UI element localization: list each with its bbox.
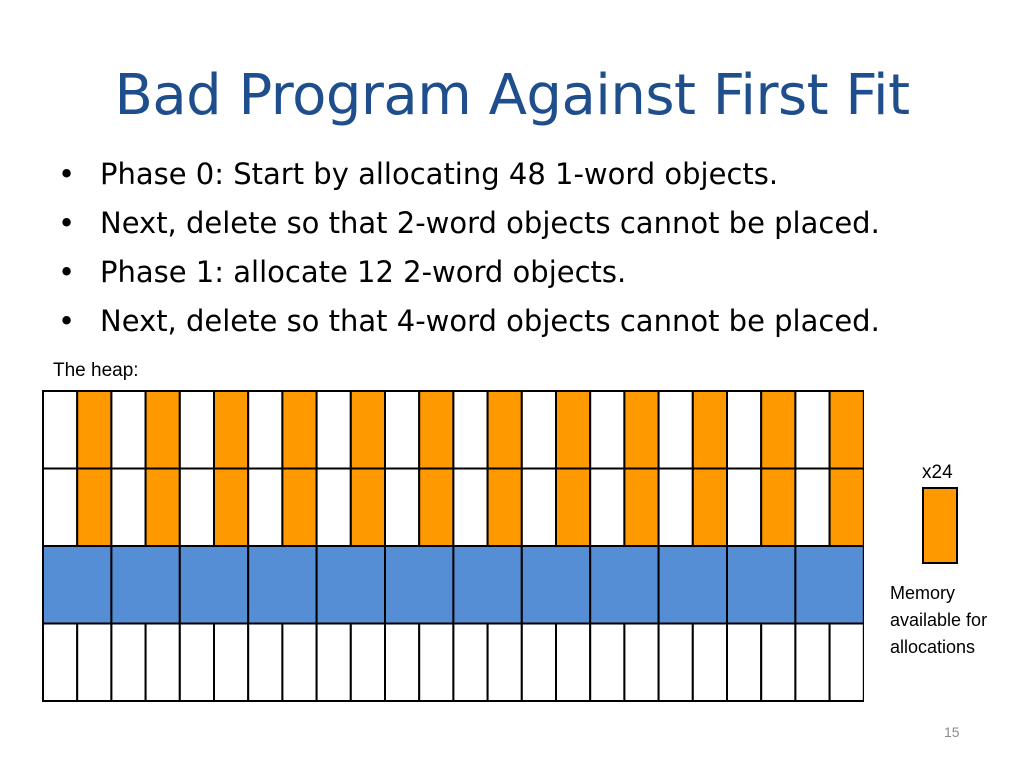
heap-block-2word (659, 546, 727, 624)
heap-cell-free (761, 624, 795, 702)
bullet-dot: • (58, 157, 76, 191)
heap-cell-free (727, 391, 761, 469)
heap-cell-free (659, 391, 693, 469)
heap-block-2word (111, 546, 179, 624)
bullet-list (58, 150, 880, 346)
heap-cell-free (248, 469, 282, 547)
legend-block (922, 487, 958, 564)
page-number: 15 (944, 724, 960, 740)
heap-block-2word (590, 546, 658, 624)
heap-cell-free (795, 624, 829, 702)
legend-line: available for (890, 610, 988, 630)
bullet-text: Phase 1: allocate 12 2-word objects. (100, 255, 627, 289)
heap-cell-allocated (761, 469, 795, 547)
heap-block-2word (727, 546, 795, 624)
heap-cell-free (453, 624, 487, 702)
bullet-text: Phase 0: Start by allocating 48 1-word objects. (100, 157, 779, 191)
legend-line: allocations (890, 637, 976, 657)
heap-cell-free (727, 624, 761, 702)
bullet-item (58, 199, 880, 248)
heap-cell-free (419, 624, 453, 702)
heap-block-2word (453, 546, 521, 624)
heap-cell-free (77, 624, 111, 702)
heap-cell-free (248, 391, 282, 469)
heap-cell-free (43, 624, 77, 702)
heap-cell-free (111, 624, 145, 702)
legend-line: Memory (890, 583, 956, 603)
bullet-dot: • (58, 206, 76, 240)
heap-cell-free (795, 469, 829, 547)
heap-cell-free (317, 624, 351, 702)
heap-cell-free (590, 469, 624, 547)
heap-cell-free (522, 469, 556, 547)
heap-cell-free (111, 391, 145, 469)
heap-cell-allocated (624, 391, 658, 469)
heap-cell-allocated (282, 469, 316, 547)
bullet-text: Next, delete so that 4-word objects cannot be placed. (100, 304, 880, 338)
heap-cell-free (590, 624, 624, 702)
heap-cell-allocated (351, 469, 385, 547)
heap-cell-allocated (146, 391, 180, 469)
heap-cell-free (351, 624, 385, 702)
heap-cell-free (317, 391, 351, 469)
heap-label: The heap: (53, 360, 139, 381)
heap-cell-allocated (419, 391, 453, 469)
heap-cell-free (556, 624, 590, 702)
heap-block-2word (385, 546, 453, 624)
heap-block-2word (522, 546, 590, 624)
heap-cell-allocated (761, 391, 795, 469)
bullet-text: Next, delete so that 2-word objects cannot be placed. (100, 206, 880, 240)
heap-cell-free (590, 391, 624, 469)
bullet-item (58, 248, 880, 297)
heap-cell-allocated (556, 391, 590, 469)
heap-diagram (42, 390, 864, 702)
slide-title: Bad Program Against First Fit (114, 63, 910, 128)
heap-cell-allocated (488, 469, 522, 547)
heap-cell-free (111, 469, 145, 547)
bullet-dot: • (58, 255, 76, 289)
heap-cell-free (214, 624, 248, 702)
heap-cell-allocated (830, 391, 864, 469)
heap-cell-free (180, 624, 214, 702)
heap-cell-free (43, 391, 77, 469)
heap-cell-allocated (77, 469, 111, 547)
heap-cell-allocated (693, 391, 727, 469)
legend-text (890, 580, 1020, 661)
heap-cell-free (180, 391, 214, 469)
heap-cell-free (248, 624, 282, 702)
heap-block-2word (317, 546, 385, 624)
legend-count: x24 (922, 462, 953, 483)
bullet-item (58, 150, 880, 199)
heap-cell-allocated (214, 391, 248, 469)
heap-cell-free (385, 391, 419, 469)
heap-cell-free (659, 469, 693, 547)
heap-cell-allocated (488, 391, 522, 469)
heap-cell-free (795, 391, 829, 469)
heap-cell-allocated (282, 391, 316, 469)
heap-block-2word (43, 546, 111, 624)
heap-block-2word (795, 546, 863, 624)
bullet-item (58, 297, 880, 346)
heap-cell-free (727, 469, 761, 547)
heap-cell-free (385, 624, 419, 702)
heap-cell-free (624, 624, 658, 702)
heap-block-2word (180, 546, 248, 624)
heap-cell-free (488, 624, 522, 702)
heap-cell-allocated (351, 391, 385, 469)
heap-cell-free (453, 469, 487, 547)
heap-cell-free (830, 624, 864, 702)
heap-cell-free (522, 391, 556, 469)
heap-cell-allocated (693, 469, 727, 547)
heap-cell-allocated (419, 469, 453, 547)
heap-cell-free (693, 624, 727, 702)
heap-cell-free (180, 469, 214, 547)
heap-cell-free (317, 469, 351, 547)
heap-cell-allocated (146, 469, 180, 547)
heap-cell-free (385, 469, 419, 547)
heap-cell-free (522, 624, 556, 702)
heap-cell-free (453, 391, 487, 469)
heap-cell-free (43, 469, 77, 547)
heap-cell-allocated (77, 391, 111, 469)
heap-cell-allocated (624, 469, 658, 547)
heap-cell-allocated (556, 469, 590, 547)
heap-cell-free (282, 624, 316, 702)
heap-cell-free (146, 624, 180, 702)
bullet-dot: • (58, 304, 76, 338)
heap-cell-free (659, 624, 693, 702)
heap-cell-allocated (830, 469, 864, 547)
heap-block-2word (248, 546, 316, 624)
heap-cell-allocated (214, 469, 248, 547)
